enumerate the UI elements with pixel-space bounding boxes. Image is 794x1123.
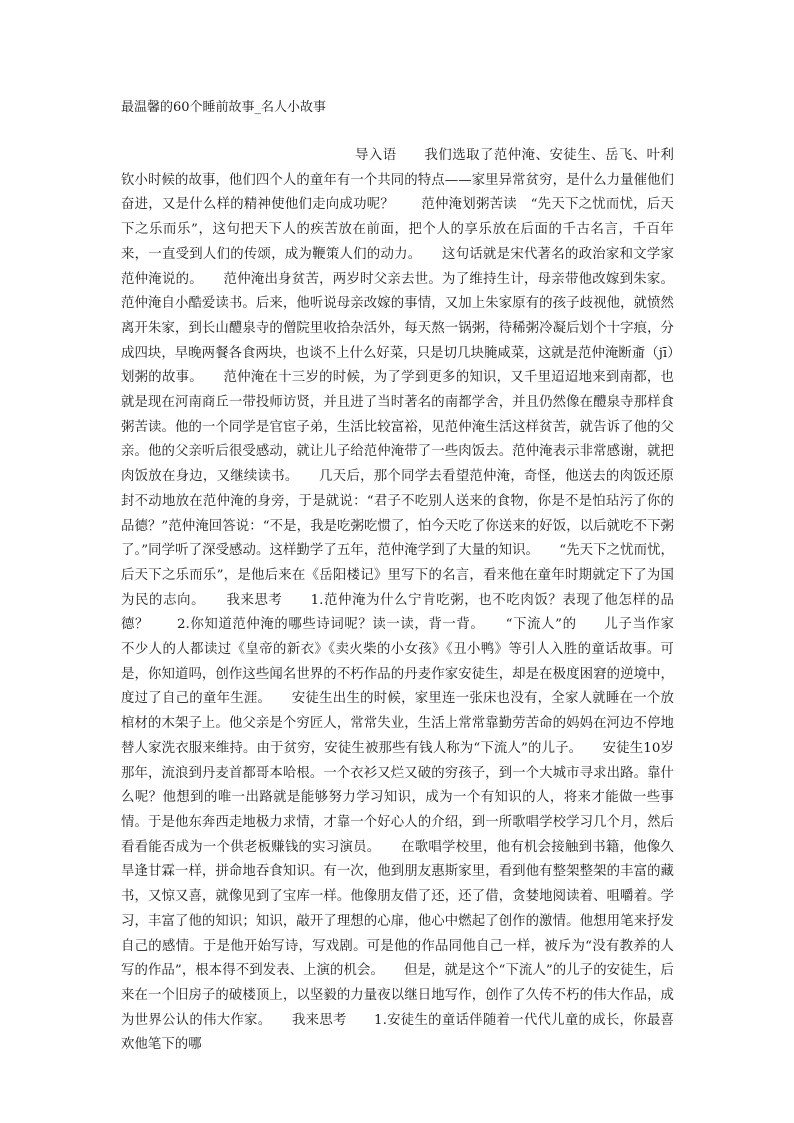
body-paragraph: 导入语 我们选取了范仲淹、安徒生、岳飞、叶利钦小时候的故事，他们四个人的童年有一个共同的特点——家里异常贫穷，是什么力量催他们奋进，又是什么样的精神使他们走向成功呢？ 范仲淹划粥苦读 “先天下之忧而忧，后天下之乐而乐”，这句把天下人的疾苦放在前面，把个人的享乐放在后面的千古名言，千百年来，一直受到人们的传颂，成为鞭策人们的动力。 这句话就是宋代著名的政治家和文学家范仲淹说的。 范仲淹出身贫苦，两岁时父亲去世。为了维持生计，母亲带他改嫁到朱家。范仲淹自小酷爱读书。后来，他听说母亲改嫁的事情，又加上朱家原有的孩子歧视他，就愤然离开朱家，到长山醴泉寺的僧院里收拾杂活外，每天熬一锅粥，待稀粥冷凝后划个十字痕，分成四块，早晚两餐各食两块，也谈不上什么好菜，只是切几块腌咸菜，这就是范仲淹断齑（jī）划粥的故事。 范仲淹在十三岁的时候，为了学到更多的知识，又千里迢迢地来到南都，也就是现在河南商丘一带投师访贤，并且进了当时著名的南都学舍，并且仍然像在醴泉寺那样食粥苦读。他的一个同学是官宦子弟，生活比较富裕，见范仲淹生活这样贫苦，就告诉了他的父亲。他的父亲听后很受感动，就让儿子给范仲淹带了一些肉饭去。范仲淹表示非常感谢，就把肉饭放在身边，又继续读书。 几天后，那个同学去看望范仲淹，奇怪，他送去的肉饭还原封不动地放在范仲淹的身旁，于是就说：“君子不吃别人送来的食物，你是不是怕玷污了你的品德？”范仲淹回答说：“不是，我是吃粥吃惯了，怕今天吃了你送来的好饭，以后就吃不下粥了。”同学听了深受感动。这样勤学了五年，范仲淹学到了大量的知识。 “先天下之忧而忧，后天下之乐而乐”，是他后来在《岳阳楼记》里写下的名言，看来他在童年时期就定下了为国为民的志向。 我来思考 1.范仲淹为什么宁肯吃粥，也不吃肉饭？表现了他怎样的品德？ 2.你知道范仲淹的哪些诗词呢？读一读，背一背。 “下流人”的 儿子当作家 不少人的人都读过《皇帝的新衣》《卖火柴的小女孩》《丑小鸭》等引人入胜的童话故事。可是，你知道吗，创作这些闻名世界的不朽作品的丹麦作家安徒生，却是在极度困窘的逆境中，度过了自己的童年生涯。 安徒生出生的时候，家里连一张床也没有，全家人就睡在一个放棺材的木架子上。他父亲是个穷匠人，常常失业，生活上常常靠勤劳苦命的妈妈在河边不停地替人家洗衣服来维持。由于贫穷，安徒生被那些有钱人称为“下流人”的儿子。 安徒生10岁那年，流浪到丹麦首都哥本哈根。一个衣衫又烂又破的穷孩子，到一个大城市寻求出路。靠什么呢？他想到的唯一出路就是能够努力学习知识，成为一个有知识的人，将来才能做一些事情。于是他东奔西走地极力求情，才靠一个好心人的介绍，到一所歌唱学校学习几个月，然后看看能否成为一个供老板赚钱的实习演员。 在歌唱学校里，他有机会接触到书籍，他像久旱逢甘霖一样，拼命地吞食知识。有一次，他到朋友惠斯家里，看到他有整架整架的丰富的藏书，又惊又喜，就像见到了宝库一样。他像朋友借了还，还了借，贪婪地阅读着、咀嚼着。学习，丰富了他的知识；知识，敲开了理想的心扉，他心中燃起了创作的激情。他想用笔来抒发自己的感情。于是他开始写诗，写戏剧。可是他的作品同他自己一样，被斥为“没有教养的人写的作品”，根本得不到发表、上演的机会。 但是，就是这个“下流人”的儿子的安徒生，后来在一个旧房子的破楼顶上，以坚毅的力量夜以继日地写作，创作了久传不朽的伟大作品，成为世界公认的伟大作家。 我来思考 1.安徒生的童话伴随着一代代儿童的成长，你最喜欢他笔下的哪 bbox=[121, 148, 701, 1053]
document-title: 最温馨的60个睡前故事_名人小故事 bbox=[121, 100, 327, 115]
document-body bbox=[121, 144, 701, 1058]
